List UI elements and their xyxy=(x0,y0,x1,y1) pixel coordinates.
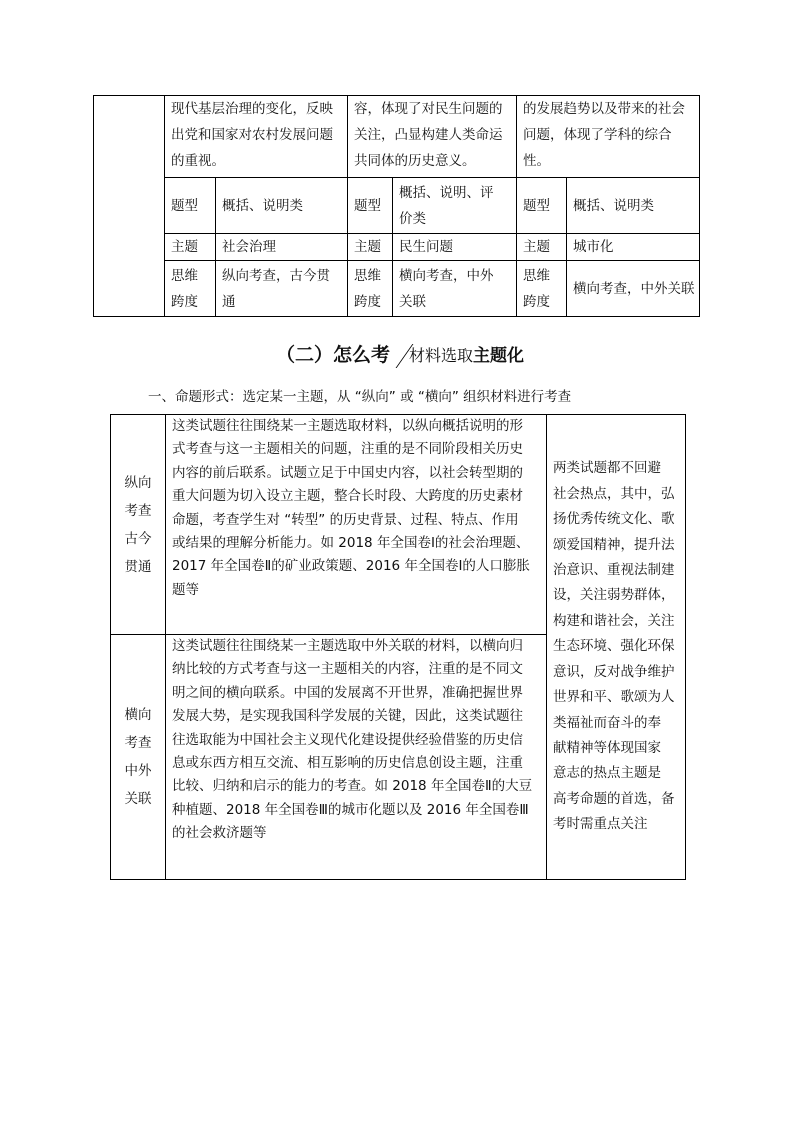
type-value-2: 概括、说明、评 价类 xyxy=(393,178,517,234)
theme-value-3: 城市化 xyxy=(567,234,700,261)
thinking-value-2: 横向考查，中外 关联 xyxy=(393,261,517,317)
blank-merged-cell xyxy=(94,96,165,317)
type-value-3: 概括、说明类 xyxy=(567,178,700,234)
table-row-thinking-span xyxy=(94,261,700,317)
description-cell-livelihood: 容，体现了对民生问题的 关注，凸显构建人类命运 共同体的历史意义。 xyxy=(348,96,517,178)
table-row-theme xyxy=(94,234,700,261)
thinking-label: 思维 跨度 xyxy=(348,261,393,317)
theme-value-2: 民生问题 xyxy=(393,234,517,261)
type-label: 题型 xyxy=(348,178,393,234)
horizontal-description: 这类试题往往围绕某一主题选取中外关联的材料，以横向归 纳比较的方式考查与这一主题相关的内容，注重的是不同文 明之间的横向联系。中国的发展离不开世界，准确把握世界 发展大势，是实现我国科学发展的关键，因此，这类试题往 往选取能为中国社会主义现代化建设提供经验借鉴的历史信 息或东西方相互交流、相互影响的历史信息创设主题，注重 比较、归纳和启示的能力的考查。如 2018 年全国卷Ⅱ的大豆 种植题、2018 年全国卷Ⅲ的城市化题以及 2016 年全国卷Ⅲ 的社会救济题等 xyxy=(166,635,547,880)
table-row-vertical xyxy=(111,415,686,635)
heading-main: （二）怎么考 xyxy=(276,344,391,366)
description-cell-governance: 现代基层治理的变化，反映 出党和国家对农村发展问题 的重视。 xyxy=(165,96,348,178)
type-label: 题型 xyxy=(517,178,567,234)
thinking-value-1: 纵向考查，古今贯 通 xyxy=(216,261,348,317)
thinking-label: 思维 跨度 xyxy=(517,261,567,317)
type-value-1: 概括、说明类 xyxy=(216,178,348,234)
theme-value-1: 社会治理 xyxy=(216,234,348,261)
theme-label: 主题 xyxy=(348,234,393,261)
table-row-description xyxy=(94,96,700,178)
theme-label: 主题 xyxy=(165,234,216,261)
common-features-cell: 两类试题都不回避 社会热点，其中，弘 扬优秀传统文化、歌 颂爱国精神，提升法 治意识、重视法制建 设，关注弱势群体， 构建和谐社会，关注 生态环境、强化环保 意识，反对战争维护 世界和平、歌颂为人 类福祉而奋斗的奉 献精神等体现国家 意志的热点主题是 高考命题的首选，备 考时需重点关注 xyxy=(547,415,686,880)
thinking-label: 思维 跨度 xyxy=(165,261,216,317)
heading-sub: 材料选取主题化 xyxy=(409,346,525,366)
type-label: 题型 xyxy=(165,178,216,234)
section-heading xyxy=(276,342,524,368)
question-form-table xyxy=(110,414,686,880)
subtitle-line: 一、命题形式：选定某一主题，从 “纵向” 或 “横向” 组织材料进行考查 xyxy=(148,389,572,405)
theme-label: 主题 xyxy=(517,234,567,261)
table-row-question-type xyxy=(94,178,700,234)
top-summary-table xyxy=(93,95,700,317)
horizontal-label: 横向 考查 中外 关联 xyxy=(111,635,166,880)
vertical-description: 这类试题往往围绕某一主题选取材料，以纵向概括说明的形 式考查与这一主题相关的问题，注重的是不同阶段相关历史 内容的前后联系。试题立足于中国史内容，以社会转型期的 重大问题为切入设立主题，整合长时段、大跨度的历史素材 命题，考查学生对 “转型” 的历史背景、过程、特点、作用 或结果的理解分析能力。如 2018 年全国卷Ⅰ的社会治理题、 2017 年全国卷Ⅱ的矿业政策题、2016 年全国卷Ⅰ的人口膨胀 题等 xyxy=(166,415,547,635)
vertical-label: 纵向 考查 古今 贯通 xyxy=(111,415,166,635)
description-cell-urbanization: 的发展趋势以及带来的社会 问题，体现了学科的综合性。 xyxy=(517,96,700,178)
thinking-value-3: 横向考查，中外关联 xyxy=(567,261,700,317)
